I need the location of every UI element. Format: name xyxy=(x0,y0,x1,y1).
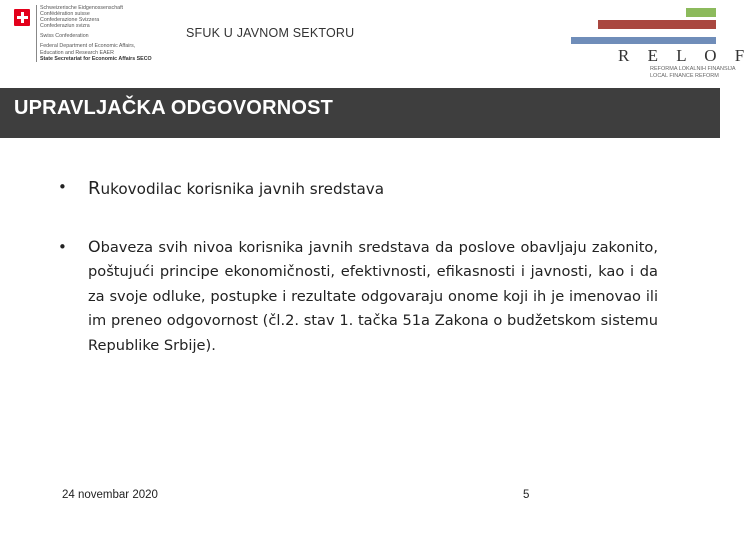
title-bar xyxy=(0,88,720,138)
swiss-logo-text: Schweizerische Eidgenossenschaft Confédération suisse Confederazione Svizzera Confederaziun svizra Swiss Confederation Federal Department of Economic Affairs, Education and Research EAER State Secretariat for Economic Affairs SECO xyxy=(36,5,168,62)
bullet-initial: O xyxy=(88,237,101,256)
bullet-text: ukovodilac korisnika javnih sredstava xyxy=(100,180,385,198)
bullet-initial: R xyxy=(88,178,101,199)
bullet-dot-icon: • xyxy=(58,178,67,196)
bullet-item xyxy=(58,235,658,358)
bullet-dot-icon: • xyxy=(58,238,67,256)
bullet-item xyxy=(58,178,658,199)
relof-logo-subtitle: REFORMA LOKALNIH FINANSIJA LOCAL FINANCE REFORM xyxy=(650,66,736,79)
slide-content xyxy=(58,178,658,358)
stripe-red xyxy=(598,20,716,29)
relof-logo-word: R E L O F xyxy=(618,46,751,65)
swiss-confederation-logo xyxy=(14,5,164,81)
swiss-flag-icon xyxy=(14,9,30,26)
stripe-green xyxy=(686,8,716,17)
slide-header xyxy=(0,0,751,88)
header-title: SFUK U JAVNOM SEKTORU xyxy=(186,26,355,40)
slide-title: UPRAVLJAČKA ODGOVORNOST xyxy=(14,97,334,119)
stripe-blue xyxy=(571,37,716,44)
page-number: 5 xyxy=(523,489,530,501)
bullet-text: baveza svih nivoa korisnika javnih sredstava da poslove obavljaju zakonito, poštujući principe ekonomičnosti, efektivnosti, efikasnosti i javnosti, kao i da za svoje odluke, postupke i rezultate odgovaraju onome koji ih je imenovao ili im preneo odgovornost (čl.2. stav 1. tačka 51a Zakona o budžetskom sistemu Republike Srbije). xyxy=(88,239,658,354)
footer-date: 24 novembar 2020 xyxy=(62,489,158,501)
